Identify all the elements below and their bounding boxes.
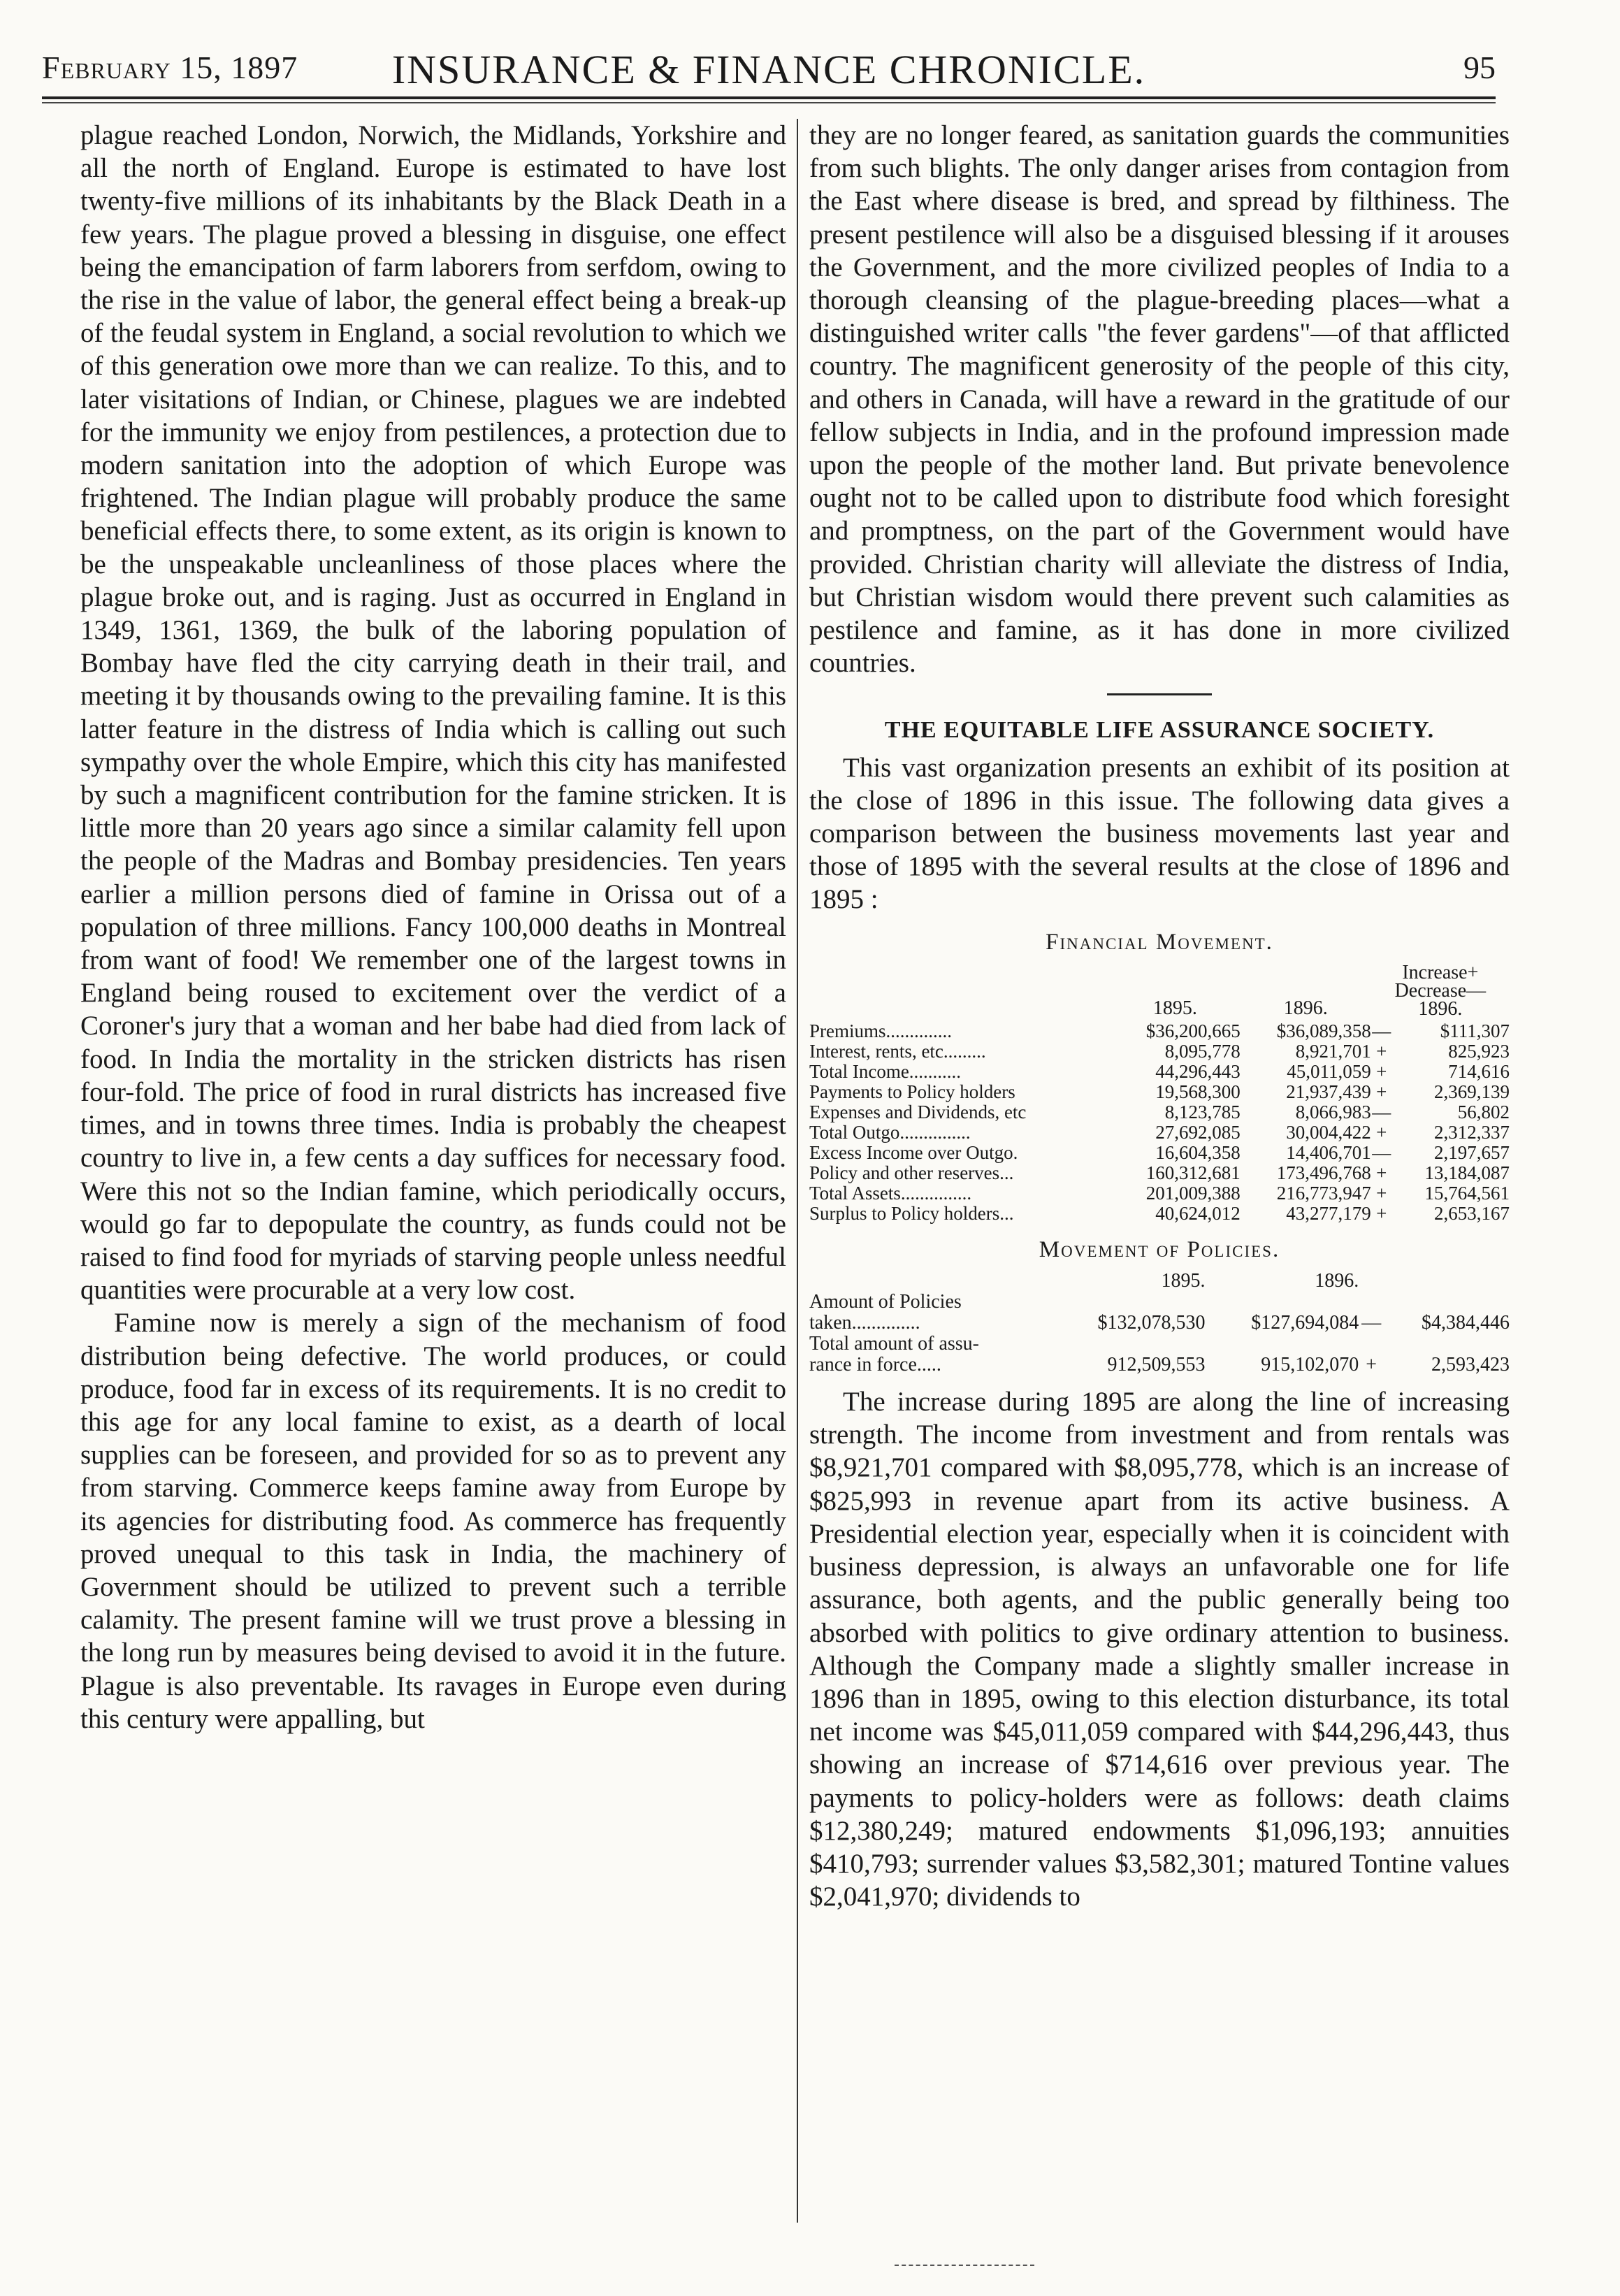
table-row	[809, 1102, 1510, 1122]
policies-rows	[809, 1292, 1510, 1376]
value-1895: 160,312,681	[1145, 1162, 1241, 1183]
value-1895: $36,200,665	[1145, 1020, 1241, 1041]
left-paragraph-1: plague reached London, Norwich, the Midlands, Yorkshire and all the north of England. Europe is estimated to have lost twenty-five millions of its inhabitants by the Black Death in a few years. The plague proved a blessing in disguise, one effect being the emancipation of farm laborers from serfdom, owing to the rise in the value of labor, the general effect being a break-up of the feudal system in England, a social revolution to which we of this generation owe more than we can realize. To this, and to later visitations of Indian, or Chinese, plagues we are indebted for the immunity we enjoy from pestilences, a protection due to modern sanitation into the adoption of which Europe was frightened. The Indian plague will probably produce the same beneficial effects there, to some extent, as its origin is known to be the unspeakable uncleanliness of those places where the plague broke out, and is raging. Just as occurred in England in 1349, 1361, 1369, the bulk of the laboring population of Bombay have fled the city carrying death in their trail, and meeting it by thousands owing to the prevailing famine. It is this latter feature in the distress of India which is calling out such sympathy over the whole Empire, which this city has manifested by such a magnificent contribution for the famine stricken. It is little more than 20 years ago since a similar calamity fell upon the people of the Madras and Bombay presidencies. Ten years earlier a million persons died of famine in Orissa out of a population of three millions. Fancy 100,000 deaths in Montreal from want of food! We remember one of the largest towns in England being roused to excitement over the verdict of a Coroner's jury that a woman and her babe had died from lack of food. In India the mortality in the stricken districts has risen four-fold. The price of food in rural districts has increased five times, and in towns three times. India is probably the cheapest country to live in, a few cents a day suffices for necessary food. Were this not so the Indian famine, which periodically occurs, would go far to depopulate the country, as funds could not be raised to find food for myriads of starving people unless needful quantities were procurable at a very low cost.	[80, 120, 786, 1306]
value-1895: 201,009,388	[1145, 1182, 1241, 1204]
row-label: Amount of Policies	[809, 1291, 962, 1313]
col-1896: 1896.	[1315, 1270, 1359, 1292]
value-1895: 8,123,785	[1164, 1101, 1241, 1122]
value-1895: 16,604,358	[1155, 1141, 1241, 1163]
change-sign: —	[1372, 1101, 1391, 1122]
financial-rows	[809, 1021, 1510, 1224]
table-row	[809, 1292, 1510, 1313]
table-row	[809, 1334, 1510, 1355]
row-label-cont: taken..............	[809, 1312, 920, 1334]
row-label-cont: rance in force.....	[809, 1354, 941, 1376]
table-row	[809, 1355, 1510, 1376]
financial-movement-title: Financial Movement.	[1046, 929, 1273, 955]
article-heading: THE EQUITABLE LIFE ASSURANCE SOCIETY.	[884, 717, 1435, 744]
change-value: 2,197,657	[1434, 1141, 1510, 1163]
header-rule-thin	[42, 102, 1496, 103]
change-sign: +	[1376, 1162, 1387, 1183]
row-label: Excess Income over Outgo.	[809, 1141, 1018, 1163]
col-1896: 1896.	[1283, 997, 1328, 1019]
table-row	[809, 1122, 1510, 1143]
movement-of-policies-title: Movement of Policies.	[1039, 1236, 1280, 1262]
change-sign: +	[1376, 1182, 1387, 1204]
value-1895: 8,095,778	[1164, 1040, 1241, 1062]
change-value: 2,369,139	[1434, 1081, 1510, 1102]
value-1895: 27,692,085	[1155, 1121, 1241, 1143]
change-sign: —	[1372, 1141, 1391, 1163]
value-1895: $132,078,530	[1097, 1312, 1206, 1334]
row-label: Interest, rents, etc.........	[809, 1040, 986, 1062]
row-label: Surplus to Policy holders...	[809, 1202, 1014, 1224]
left-paragraph-2: Famine now is merely a sign of the mechanism of food distribution being defective. The world produces, or could produce, food far in excess of its requirements. It is no credit to this age for any local famine to exist, as a dearth of local supplies can be foreseen, and provided for so as to prevent any from starving. Commerce keeps famine away from Europe by its agencies for distributing food. As commerce has frequently proved unequal to this task in India, the machinery of Government should be utilized to prevent such a terrible calamity. The present famine will we trust prove a blessing in the long run by measures being devised to avoid it in the future. Plague is also preventable. Its ravages in Europe even during this century were appalling, but	[80, 1308, 786, 1734]
value-1896: 45,011,059	[1287, 1060, 1371, 1082]
change-value: $4,384,446	[1422, 1312, 1510, 1334]
value-1895: 912,509,553	[1107, 1354, 1206, 1376]
publication-title: INSURANCE & FINANCE CHRONICLE.	[391, 47, 1146, 92]
value-1896: 21,937,439	[1286, 1081, 1371, 1102]
change-value: 13,184,087	[1424, 1162, 1510, 1183]
change-value: 2,593,423	[1431, 1354, 1510, 1376]
change-sign: +	[1376, 1202, 1387, 1224]
table-row	[809, 1082, 1510, 1102]
value-1895: 40,624,012	[1155, 1202, 1241, 1224]
footer-rule	[895, 2265, 1034, 2266]
table-header-row	[809, 1271, 1510, 1292]
table-header-row	[809, 963, 1510, 1021]
row-label: Policy and other reserves...	[809, 1162, 1014, 1183]
value-1896: 43,277,179	[1286, 1202, 1371, 1224]
value-1895: 44,296,443	[1155, 1060, 1241, 1082]
value-1896: 216,773,947	[1276, 1182, 1371, 1204]
value-1896: 8,921,701	[1295, 1040, 1371, 1062]
row-label: Premiums..............	[809, 1020, 953, 1041]
table-row	[809, 1021, 1510, 1041]
header-rule	[42, 96, 1496, 99]
table-row	[809, 1163, 1510, 1183]
change-sign: +	[1376, 1040, 1387, 1062]
table-row	[809, 1143, 1510, 1163]
change-value: 56,802	[1457, 1101, 1510, 1122]
change-value: 2,653,167	[1434, 1202, 1510, 1224]
financial-movement-table	[809, 963, 1510, 1224]
change-value: $111,307	[1440, 1020, 1510, 1041]
page-number: 95	[1463, 50, 1496, 85]
value-1896: $36,089,358	[1276, 1020, 1371, 1041]
row-label: Total Assets...............	[809, 1182, 972, 1204]
change-sign: +	[1376, 1060, 1387, 1082]
table-row	[809, 1204, 1510, 1224]
value-1896: $127,694,084	[1251, 1312, 1359, 1334]
change-sign: +	[1376, 1081, 1387, 1102]
col-1895: 1895.	[1152, 997, 1197, 1019]
change-sign: +	[1366, 1354, 1377, 1376]
change-value: 714,616	[1448, 1060, 1510, 1082]
article-intro: This vast organization presents an exhibit of its position at the close of 1896 in this issue. The following data gives a comparison between the business movements last year and those of 1895 with the several results at the close of 1896 and 1895 :	[809, 752, 1510, 915]
page-header	[42, 49, 1496, 98]
col-1895: 1895.	[1161, 1270, 1206, 1292]
value-1896: 30,004,422	[1286, 1121, 1371, 1143]
change-sign: —	[1361, 1312, 1382, 1334]
row-label: Total Income...........	[809, 1060, 962, 1082]
table-row	[809, 1183, 1510, 1204]
change-sign: +	[1376, 1121, 1387, 1143]
value-1896: 173,496,768	[1276, 1162, 1371, 1183]
row-label: Expenses and Dividends, etc	[809, 1101, 1027, 1122]
row-label: Payments to Policy holders	[809, 1081, 1015, 1102]
value-1896: 8,066,983	[1295, 1101, 1371, 1122]
value-1896: 14,406,701	[1286, 1141, 1371, 1163]
section-separator	[1107, 693, 1212, 695]
change-sign: —	[1372, 1020, 1391, 1041]
policies-table	[809, 1271, 1510, 1376]
left-column	[80, 119, 786, 1735]
right-column	[809, 119, 1510, 1913]
column-divider	[797, 119, 798, 2223]
change-value: 15,764,561	[1424, 1182, 1510, 1204]
value-1896: 915,102,070	[1261, 1354, 1359, 1376]
col-change: Increase+ Decrease— 1896.	[1394, 961, 1487, 1020]
table-row	[809, 1062, 1510, 1082]
change-value: 2,312,337	[1434, 1121, 1510, 1143]
row-label: Total Outgo...............	[809, 1121, 971, 1143]
table-row	[809, 1313, 1510, 1334]
change-value: 825,923	[1448, 1040, 1510, 1062]
right-intro-paragraph: they are no longer feared, as sanitation guards the communities from such blights. The only danger arises from contagion from the East where disease is bred, and spread by filthiness. The present pestilence will also be a disguised blessing if it arouses the Government, and the more civilized peoples of India to a thorough cleansing of the plague-breeding places—what a distinguished writer calls "the fever gardens"—of that afflicted country. The magnificent generosity of the people of this city, and others in Canada, will have a reward in the gratitude of our fellow subjects in India, and in the profound impression made upon the people of the mother land. But private benevolence ought not to be called upon to distribute food which foresight and promptness, on the part of the Government would have provided. Christian charity will alleviate the distress of India, but Christian wisdom would there prevent such calamities as pestilence and famine, as it has done in more civilized countries.	[809, 120, 1510, 679]
issue-date: February 15, 1897	[42, 50, 298, 85]
article-closing-paragraph: The increase during 1895 are along the line of increasing strength. The income from investment and from rentals was $8,921,701 compared with $8,095,778, which is an increase of $825,993 in revenue apart from its active business. A Presidential election year, especially when it is coincident with business depression, is always an unfavorable one for life assurance, both agents, and the public generally being too absorbed with politics to give ordinary attention to business. Although the Company made a slightly smaller increase in 1896 than in 1895, owing to this election disturbance, its total net income was $45,011,059 compared with $44,296,443, thus showing an increase of $714,616 over previous year. The payments to policy-holders were as follows: death claims $12,380,249; matured endowments $1,096,193; annuities $410,793; surrender values $3,582,301; matured Tontine values $2,041,970; dividends to	[809, 1387, 1510, 1912]
table-row	[809, 1041, 1510, 1062]
row-label: Total amount of assu-	[809, 1333, 979, 1355]
value-1895: 19,568,300	[1155, 1081, 1241, 1102]
